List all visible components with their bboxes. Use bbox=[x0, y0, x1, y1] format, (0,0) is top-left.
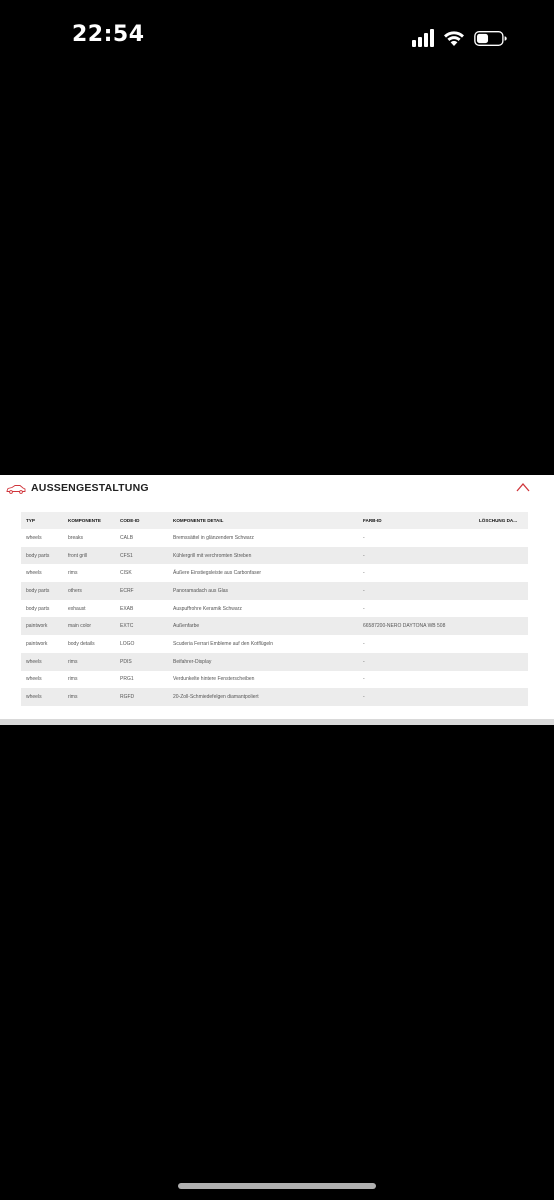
cell-typ: wheels bbox=[26, 534, 42, 541]
cell-loeschung bbox=[474, 564, 528, 582]
status-icons bbox=[412, 26, 508, 50]
cell-typ: body parts bbox=[26, 587, 50, 594]
cell-loeschung bbox=[474, 582, 528, 600]
cell-detail: Äußere Einstiegsleiste aus Carbonfaser bbox=[173, 570, 262, 577]
cell-farb-id: - bbox=[363, 552, 365, 559]
battery-icon bbox=[474, 30, 508, 47]
cell-typ: paintwork bbox=[26, 623, 48, 630]
cell-detail: Bremssättel in glänzendem Schwarz bbox=[173, 534, 254, 541]
cell-typ: body parts bbox=[26, 552, 50, 559]
status-bar bbox=[0, 0, 554, 76]
cell-farb-id: - bbox=[363, 605, 365, 612]
cell-komponente: exhaust bbox=[68, 605, 86, 612]
chevron-up-icon[interactable] bbox=[516, 482, 530, 492]
panel-header[interactable] bbox=[0, 475, 554, 501]
cell-code-id: EXTC bbox=[120, 623, 134, 630]
table-row bbox=[21, 617, 528, 635]
cell-komponente: body details bbox=[68, 640, 95, 647]
cell-loeschung bbox=[474, 547, 528, 565]
column-header-typ[interactable]: TYP bbox=[26, 518, 35, 523]
exterior-table bbox=[21, 512, 528, 706]
cell-farb-id: - bbox=[363, 694, 365, 701]
table-row bbox=[21, 600, 528, 618]
cell-detail: Panoramadach aus Glas bbox=[173, 587, 229, 594]
cell-farb-id: - bbox=[363, 587, 365, 594]
column-header-code-id[interactable]: CODE-ID bbox=[120, 518, 140, 523]
cell-code-id: CALB bbox=[120, 534, 134, 541]
column-header-loeschung[interactable]: LÖSCHUNG DA... bbox=[479, 518, 518, 523]
cell-typ: wheels bbox=[26, 658, 42, 665]
cell-loeschung bbox=[474, 600, 528, 618]
cell-code-id: RGFD bbox=[120, 694, 135, 701]
cell-loeschung bbox=[474, 671, 528, 689]
cell-komponente: rims bbox=[68, 676, 78, 683]
cell-komponente: rims bbox=[68, 570, 78, 577]
cell-detail: Kühlergrill mit verchromten Streben bbox=[173, 552, 252, 559]
table-row bbox=[21, 653, 528, 671]
cell-typ: wheels bbox=[26, 570, 42, 577]
table-row bbox=[21, 688, 528, 706]
cell-typ: wheels bbox=[26, 694, 42, 701]
cell-komponente: rims bbox=[68, 658, 78, 665]
car-icon bbox=[6, 484, 26, 494]
cell-komponente: breaks bbox=[68, 534, 84, 541]
cell-typ: paintwork bbox=[26, 640, 48, 647]
cell-komponente: main color bbox=[68, 623, 92, 630]
table-row bbox=[21, 564, 528, 582]
cell-farb-id: 66587200-NERO DAYTONA WB 508 bbox=[363, 623, 446, 630]
cell-detail: Scuderia Ferrari Embleme auf den Kotflügeln bbox=[173, 640, 274, 647]
cell-komponente: front grill bbox=[68, 552, 88, 559]
table-row bbox=[21, 582, 528, 600]
cell-code-id: EXAB bbox=[120, 605, 134, 612]
cell-komponente: others bbox=[68, 587, 82, 594]
cell-komponente: rims bbox=[68, 694, 78, 701]
cell-detail: Auspuffrohre Keramik Schwarz bbox=[173, 605, 242, 612]
table-row bbox=[21, 635, 528, 653]
panel-title: AUSSENGESTALTUNG bbox=[31, 482, 149, 494]
cell-loeschung bbox=[474, 688, 528, 706]
table-header-row bbox=[21, 512, 528, 529]
cell-detail: Verdunkelte hintere Fensterscheiben bbox=[173, 676, 255, 683]
wifi-icon bbox=[442, 29, 466, 47]
column-header-komponente-detail[interactable]: KOMPONENTE DETAIL bbox=[173, 518, 224, 523]
cell-detail: 20-Zoll-Schmiedefelgen diamantpoliert bbox=[173, 694, 259, 701]
cell-code-id: CFS1 bbox=[120, 552, 133, 559]
column-header-farb-id[interactable]: FARB-ID bbox=[363, 518, 382, 523]
cell-farb-id: - bbox=[363, 676, 365, 683]
cell-loeschung bbox=[474, 653, 528, 671]
cell-code-id: CISK bbox=[120, 570, 132, 577]
panel-divider bbox=[0, 719, 554, 725]
cell-loeschung bbox=[474, 635, 528, 653]
cell-code-id: LOGO bbox=[120, 640, 135, 647]
cell-code-id: PRG1 bbox=[120, 676, 134, 683]
cell-detail: Außenfarbe bbox=[173, 623, 200, 630]
status-time: 22:54 bbox=[72, 22, 145, 47]
cell-farb-id: - bbox=[363, 570, 365, 577]
cell-loeschung bbox=[474, 617, 528, 635]
cell-loeschung bbox=[474, 529, 528, 547]
table-row bbox=[21, 547, 528, 565]
cell-farb-id: - bbox=[363, 534, 365, 541]
cell-typ: wheels bbox=[26, 676, 42, 683]
home-indicator[interactable] bbox=[178, 1183, 376, 1189]
cell-typ: body parts bbox=[26, 605, 50, 612]
cell-code-id: ECRF bbox=[120, 587, 134, 594]
cellular-signal-icon bbox=[412, 29, 434, 47]
cell-farb-id: - bbox=[363, 640, 365, 647]
cell-code-id: PDIS bbox=[120, 658, 132, 665]
table-row bbox=[21, 671, 528, 689]
cell-farb-id: - bbox=[363, 658, 365, 665]
cell-detail: Beifahrer-Display bbox=[173, 658, 212, 665]
column-header-komponente[interactable]: KOMPONENTE bbox=[68, 518, 101, 523]
table-row bbox=[21, 529, 528, 547]
exterior-panel bbox=[0, 475, 554, 725]
